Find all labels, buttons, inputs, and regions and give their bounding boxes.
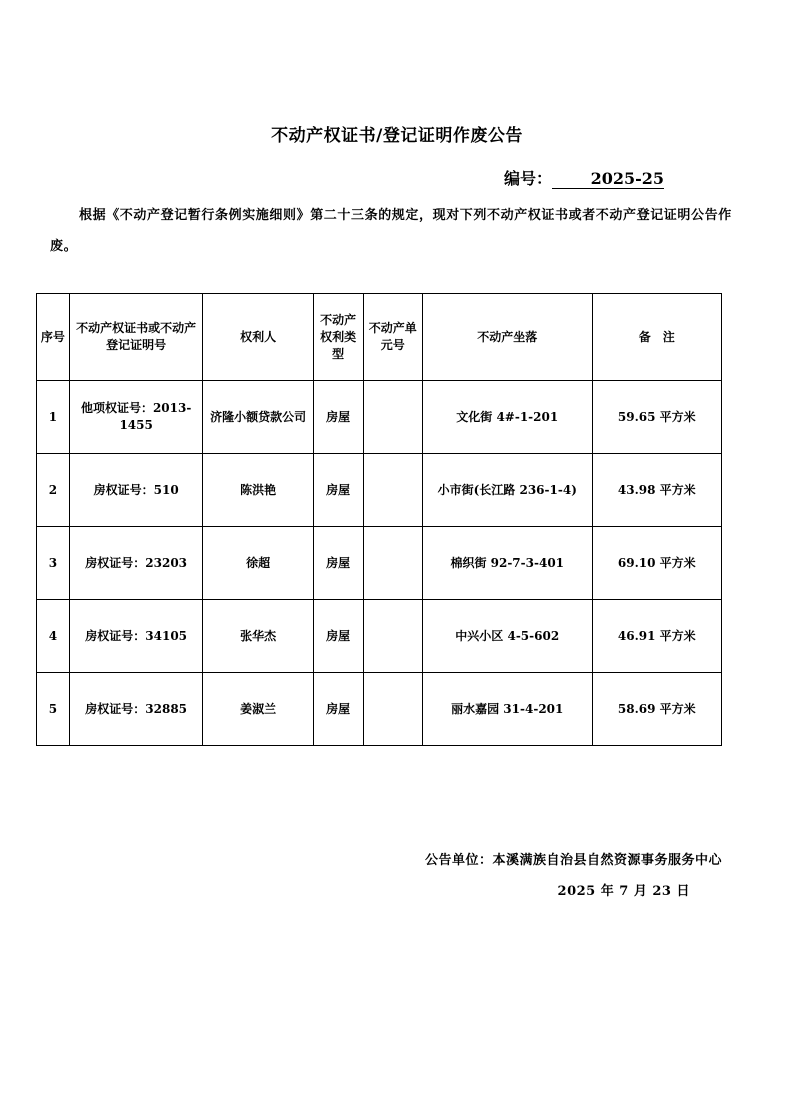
cell-cert: 房权证号：510 <box>69 454 203 527</box>
cell-type: 房屋 <box>313 673 363 746</box>
cell-unit <box>363 600 422 673</box>
cell-seq: 1 <box>37 381 70 454</box>
cell-holder: 张华杰 <box>203 600 313 673</box>
cell-holder: 陈洪艳 <box>203 454 313 527</box>
cell-location: 小市街(长江路 236-1-4) <box>422 454 592 527</box>
cell-location: 中兴小区 4-5-602 <box>422 600 592 673</box>
serial-value: 2025-25 <box>552 170 664 189</box>
table-row <box>37 381 722 454</box>
cell-seq: 2 <box>37 454 70 527</box>
cell-type: 房屋 <box>313 600 363 673</box>
table-row <box>37 454 722 527</box>
cell-note: 46.91 平方米 <box>592 600 721 673</box>
cell-note: 59.65 平方米 <box>592 381 721 454</box>
header-type: 不动产权利类型 <box>313 294 363 381</box>
cell-type: 房屋 <box>313 454 363 527</box>
issue-date: 2025 年 7 月 23 日 <box>557 884 690 899</box>
cell-holder: 济隆小额贷款公司 <box>203 381 313 454</box>
intro-paragraph: 根据《不动产登记暂行条例实施细则》第二十三条的规定，现对下列不动产权证书或者不动产登记证明公告作废。 <box>50 208 732 254</box>
cell-cert: 房权证号：23203 <box>69 527 203 600</box>
cell-unit <box>363 673 422 746</box>
table-row <box>37 673 722 746</box>
header-location: 不动产坐落 <box>422 294 592 381</box>
void-certificates-table <box>36 293 722 746</box>
cell-seq: 3 <box>37 527 70 600</box>
cell-unit <box>363 381 422 454</box>
cell-type: 房屋 <box>313 527 363 600</box>
cell-location: 丽水嘉园 31-4-201 <box>422 673 592 746</box>
page-title: 不动产权证书/登记证明作废公告 <box>271 126 523 146</box>
cell-type: 房屋 <box>313 381 363 454</box>
header-holder: 权利人 <box>203 294 313 381</box>
cell-note: 58.69 平方米 <box>592 673 721 746</box>
header-note: 备 注 <box>592 294 721 381</box>
cell-cert: 房权证号：32885 <box>69 673 203 746</box>
cell-holder: 姜淑兰 <box>203 673 313 746</box>
cell-unit <box>363 527 422 600</box>
table-row <box>37 600 722 673</box>
cell-note: 43.98 平方米 <box>592 454 721 527</box>
table-header-row <box>37 294 722 381</box>
cell-note: 69.10 平方米 <box>592 527 721 600</box>
cell-unit <box>363 454 422 527</box>
cell-location: 棉织街 92-7-3-401 <box>422 527 592 600</box>
header-cert: 不动产权证书或不动产登记证明号 <box>69 294 203 381</box>
cell-holder: 徐超 <box>203 527 313 600</box>
issuing-unit: 公告单位：本溪满族自治县自然资源事务服务中心 <box>424 853 722 868</box>
serial-label: 编号： <box>503 169 552 188</box>
header-unit: 不动产单元号 <box>363 294 422 381</box>
cell-seq: 5 <box>37 673 70 746</box>
serial-number <box>504 166 664 189</box>
cell-seq: 4 <box>37 600 70 673</box>
cell-location: 文化街 4#-1-201 <box>422 381 592 454</box>
table-row <box>37 527 722 600</box>
cell-cert: 他项权证号：2013-1455 <box>69 381 203 454</box>
header-seq: 序号 <box>37 294 70 381</box>
cell-cert: 房权证号：34105 <box>69 600 203 673</box>
